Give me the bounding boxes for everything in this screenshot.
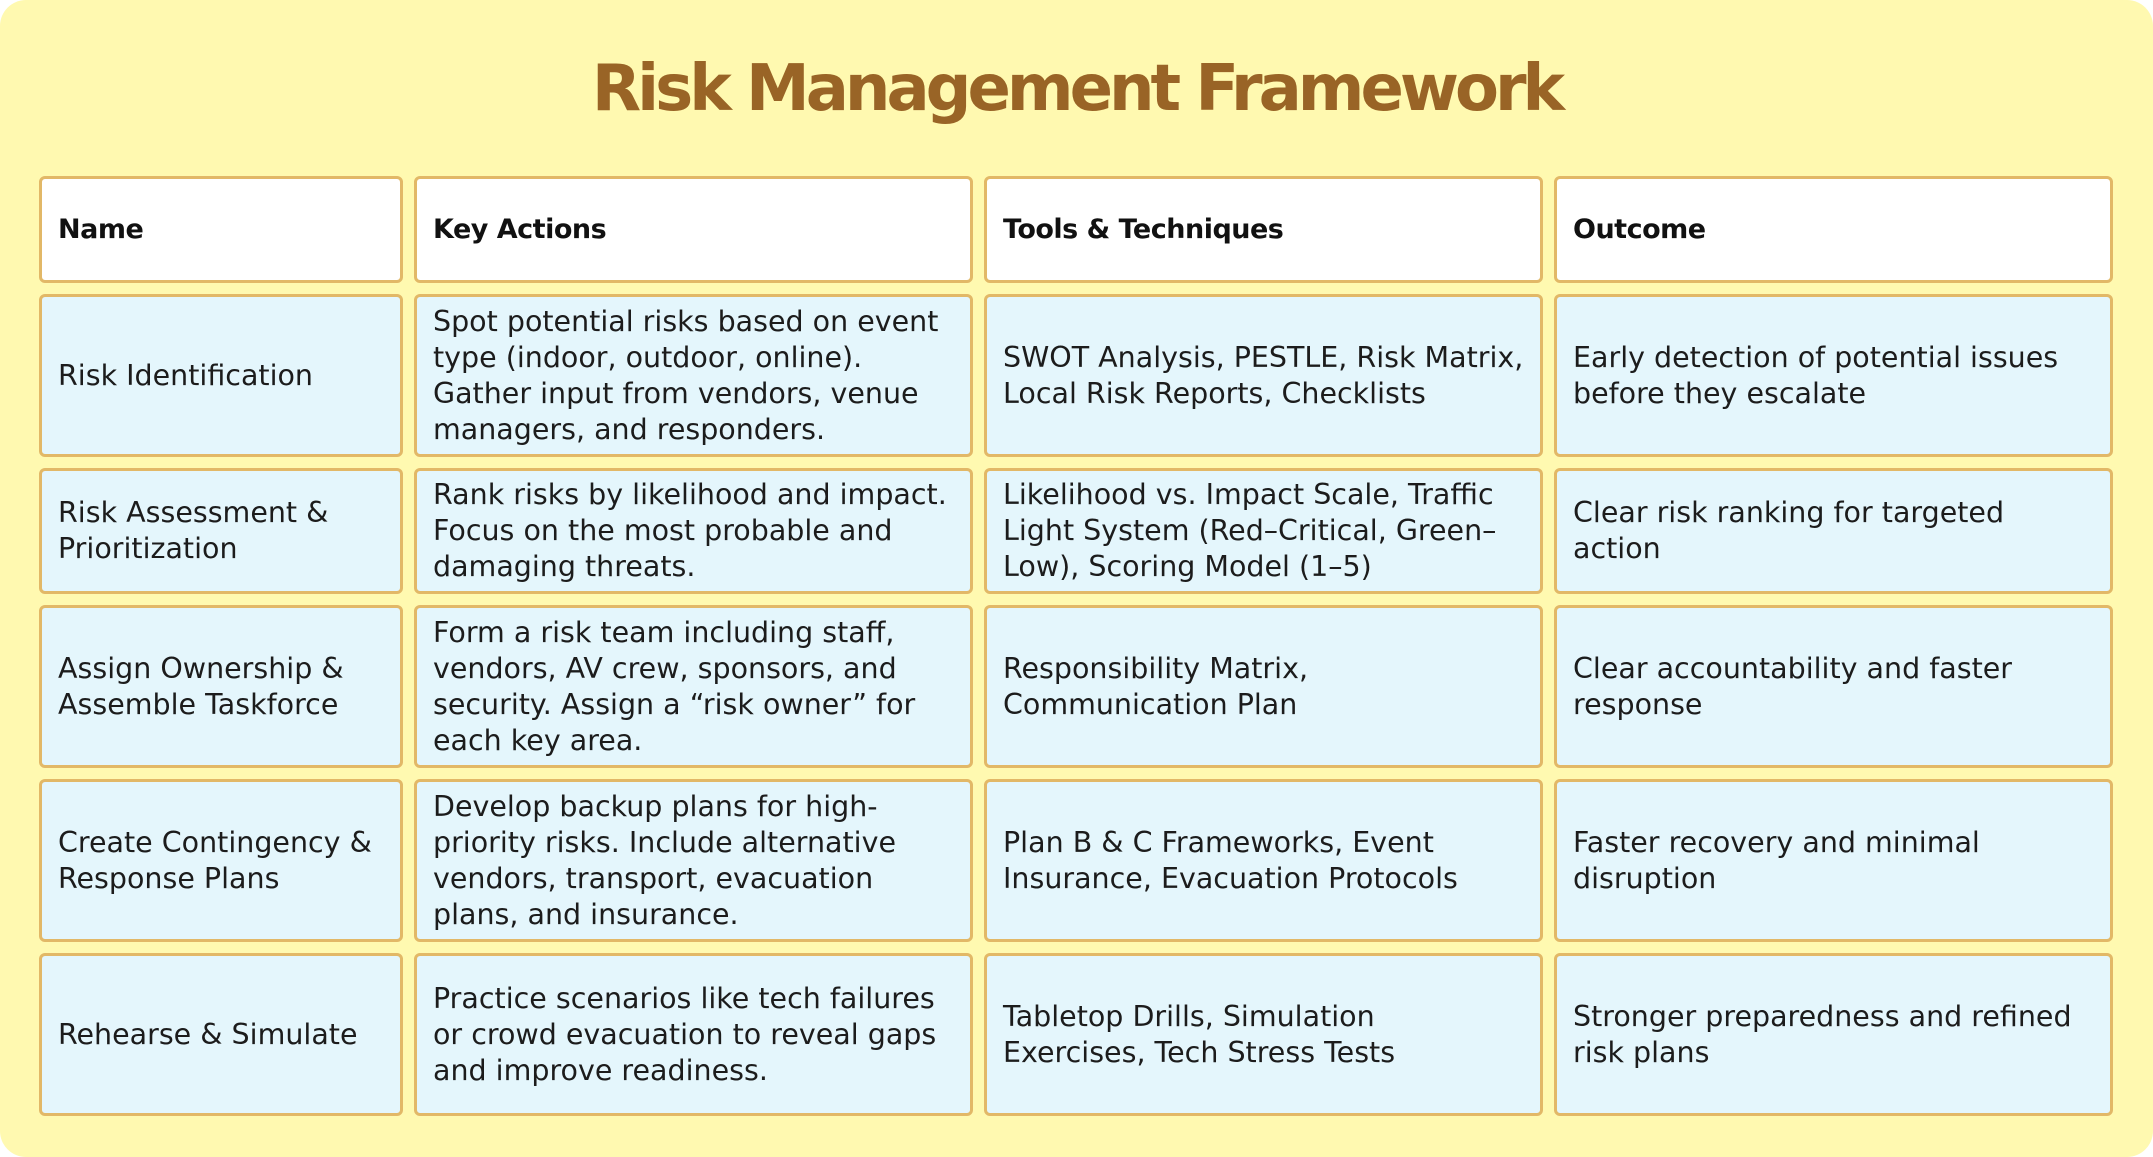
cell-text: Early detection of potential issues before they escalate [1573, 340, 2059, 410]
header-label: Tools & Techniques [1003, 213, 1284, 245]
row-outcome-cell [1554, 294, 2113, 457]
cell-text: Risk Assessment & Prioritization [58, 496, 329, 565]
row-outcome-cell [1554, 605, 2113, 768]
header-tools-techniques [984, 176, 1543, 283]
header-name [39, 176, 403, 283]
row-key-actions-cell [414, 953, 973, 1116]
cell-text: Plan B & C Frameworks, Event Insurance, Evacuation Protocols [1003, 825, 1458, 895]
row-name-cell [39, 779, 403, 942]
framework-table [39, 176, 2113, 1116]
cell-text: Spot potential risks based on event type (indoor, outdoor, online). Gather input from vendors, venue managers, and responders. [433, 304, 939, 446]
cell-text: Risk Identification [58, 358, 313, 392]
row-key-actions-cell [414, 294, 973, 457]
cell-text: Rehearse & Simulate [58, 1017, 358, 1051]
cell-text: Rank risks by likelihood and impact. Focus on the most probable and damaging threats. [433, 478, 947, 583]
cell-text: Faster recovery and minimal disruption [1573, 825, 1980, 895]
row-tools-cell [984, 294, 1543, 457]
header-label: Outcome [1573, 213, 1706, 245]
cell-text: Assign Ownership & Assemble Taskforce [58, 651, 344, 721]
cell-text: Develop backup plans for high-priority risks. Include alternative vendors, transport, evacuation plans, and insurance. [433, 789, 896, 931]
row-key-actions-cell [414, 605, 973, 768]
row-tools-cell [984, 468, 1543, 594]
cell-text: Practice scenarios like tech failures or crowd evacuation to reveal gaps and improve readiness. [433, 981, 937, 1087]
row-name-cell [39, 953, 403, 1116]
header-key-actions [414, 176, 973, 283]
row-name-cell [39, 294, 403, 457]
row-name-cell [39, 605, 403, 768]
header-outcome [1554, 176, 2113, 283]
row-tools-cell [984, 605, 1543, 768]
header-label: Key Actions [433, 213, 607, 245]
row-name-cell [39, 468, 403, 594]
cell-text: Responsibility Matrix, Communication Plan [1003, 651, 1308, 721]
cell-text: Create Contingency & Response Plans [58, 825, 372, 895]
row-key-actions-cell [414, 779, 973, 942]
header-label: Name [58, 213, 144, 245]
page-title: Risk Management Framework [591, 52, 1562, 126]
row-outcome-cell [1554, 953, 2113, 1116]
row-outcome-cell [1554, 468, 2113, 594]
cell-text: Stronger preparedness and refined risk plans [1573, 999, 2072, 1069]
cell-text: Clear risk ranking for targeted action [1573, 496, 2005, 565]
row-outcome-cell [1554, 779, 2113, 942]
cell-text: SWOT Analysis, PESTLE, Risk Matrix, Local Risk Reports, Checklists [1003, 340, 1524, 410]
cell-text: Tabletop Drills, Simulation Exercises, Tech Stress Tests [1003, 999, 1396, 1069]
cell-text: Clear accountability and faster response [1573, 651, 2012, 721]
cell-text: Form a risk team including staff, vendors, AV crew, sponsors, and security. Assign a “risk owner” for each key area. [433, 615, 916, 757]
row-key-actions-cell [414, 468, 973, 594]
cell-text: Likelihood vs. Impact Scale, Traffic Light System (Red–Critical, Green–Low), Scoring Model (1–5) [1003, 478, 1497, 583]
row-tools-cell [984, 779, 1543, 942]
row-tools-cell [984, 953, 1543, 1116]
